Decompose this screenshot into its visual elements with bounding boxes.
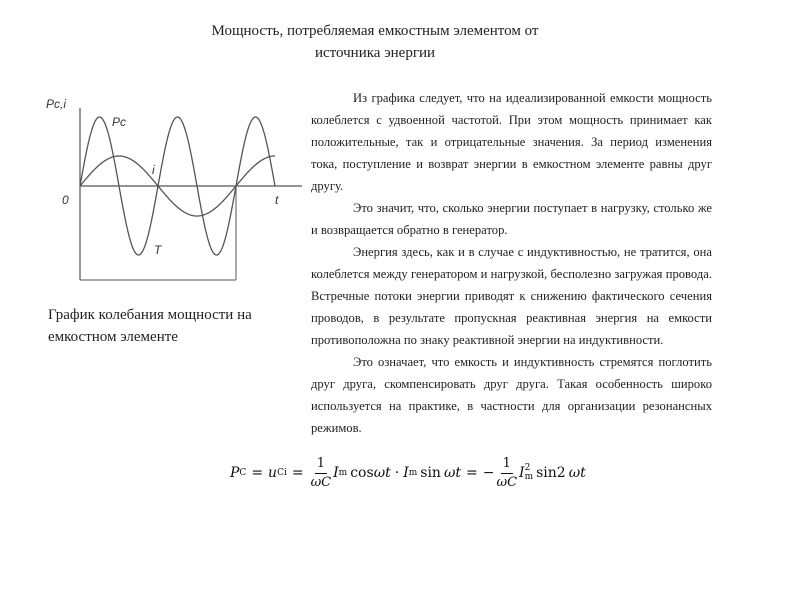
formula-eq-2: = (291, 465, 304, 481)
formula-u: u (268, 465, 278, 481)
fraction-2-denominator: ωC (496, 474, 518, 490)
formula-minus: − (482, 465, 495, 481)
formula-i-1: I (333, 465, 339, 481)
formula-eq-1: = (251, 465, 264, 481)
formula-fraction-1 (311, 455, 332, 492)
origin-label: 0 (62, 193, 69, 207)
formula-fraction-2 (496, 455, 517, 492)
power-oscillation-graph (40, 90, 310, 290)
fraction-2-numerator: 1 (501, 455, 513, 474)
formula-u-sub: Ci (277, 468, 287, 478)
paragraph-3: Энергия здесь, как и в случае с индуктивностью, не тратится, она колеблется между генератором и нагрузкой, бесполезно загружая провода. Встречные потоки энергии приводят к снижению фактического сечения проводов, в результате пропускная реактивная энергия на емкости противоположна по знаку реактивной энергии на индуктивности. (311, 245, 712, 347)
current-curve-label: i (152, 163, 155, 177)
formula-p: P (230, 465, 240, 481)
formula-cos: cos (350, 465, 374, 481)
formula-i-3-sup: 2 (524, 463, 531, 473)
formula-expression (230, 446, 586, 500)
time-axis-label: t (275, 193, 279, 207)
power-formula (230, 446, 720, 500)
formula-sin: sin (420, 465, 441, 481)
formula-i-3: I (519, 465, 525, 481)
fraction-1-denominator: ωC (310, 474, 332, 490)
formula-i-3-sub: m (524, 472, 534, 482)
period-label: T (154, 243, 162, 257)
y-axis-label: Pc,i (46, 97, 67, 111)
formula-i-2-sub: m (408, 468, 418, 478)
title-line-1: Мощность, потребляемая емкостным элементом от (211, 23, 539, 39)
formula-i-1-sub: m (338, 468, 348, 478)
power-curve-label: Pc (112, 115, 127, 129)
paragraph-4: Это означает, что емкость и индуктивность стремятся поглотить друг друга, скомпенсировать друг друга. Такая особенность широко используется на практике, в частности для организации резонансных режимов. (311, 355, 712, 435)
title-line-2: источника энергии (314, 45, 436, 61)
formula-dot: · (394, 465, 400, 481)
formula-i-2: I (403, 465, 409, 481)
formula-wt-3: ωt (568, 465, 586, 481)
paragraph-2: Это значит, что, сколько энергии поступает в нагрузку, столько же и возвращается обратно в генератор. (311, 201, 712, 237)
explanation-text (311, 87, 712, 435)
graph-caption: График колебания мощности на емкостном элементе (48, 307, 252, 345)
formula-wt-2: ωt (443, 465, 461, 481)
formula-p-sub: C (239, 468, 247, 478)
slide-title (150, 20, 600, 64)
formula-sin2: sin2 (536, 465, 566, 481)
formula-eq-3: = (466, 465, 478, 481)
paragraph-1: Из графика следует, что на идеализированной емкости мощность колеблется с удвоенной частотой. При этом мощность принимает как положительные, так и отрицательные значения. За период изменения тока, поступление и возврат энергии в емкостном элементе равны друг другу. (311, 91, 712, 193)
fraction-1-numerator: 1 (315, 455, 327, 474)
formula-wt-1: ωt (373, 465, 391, 481)
